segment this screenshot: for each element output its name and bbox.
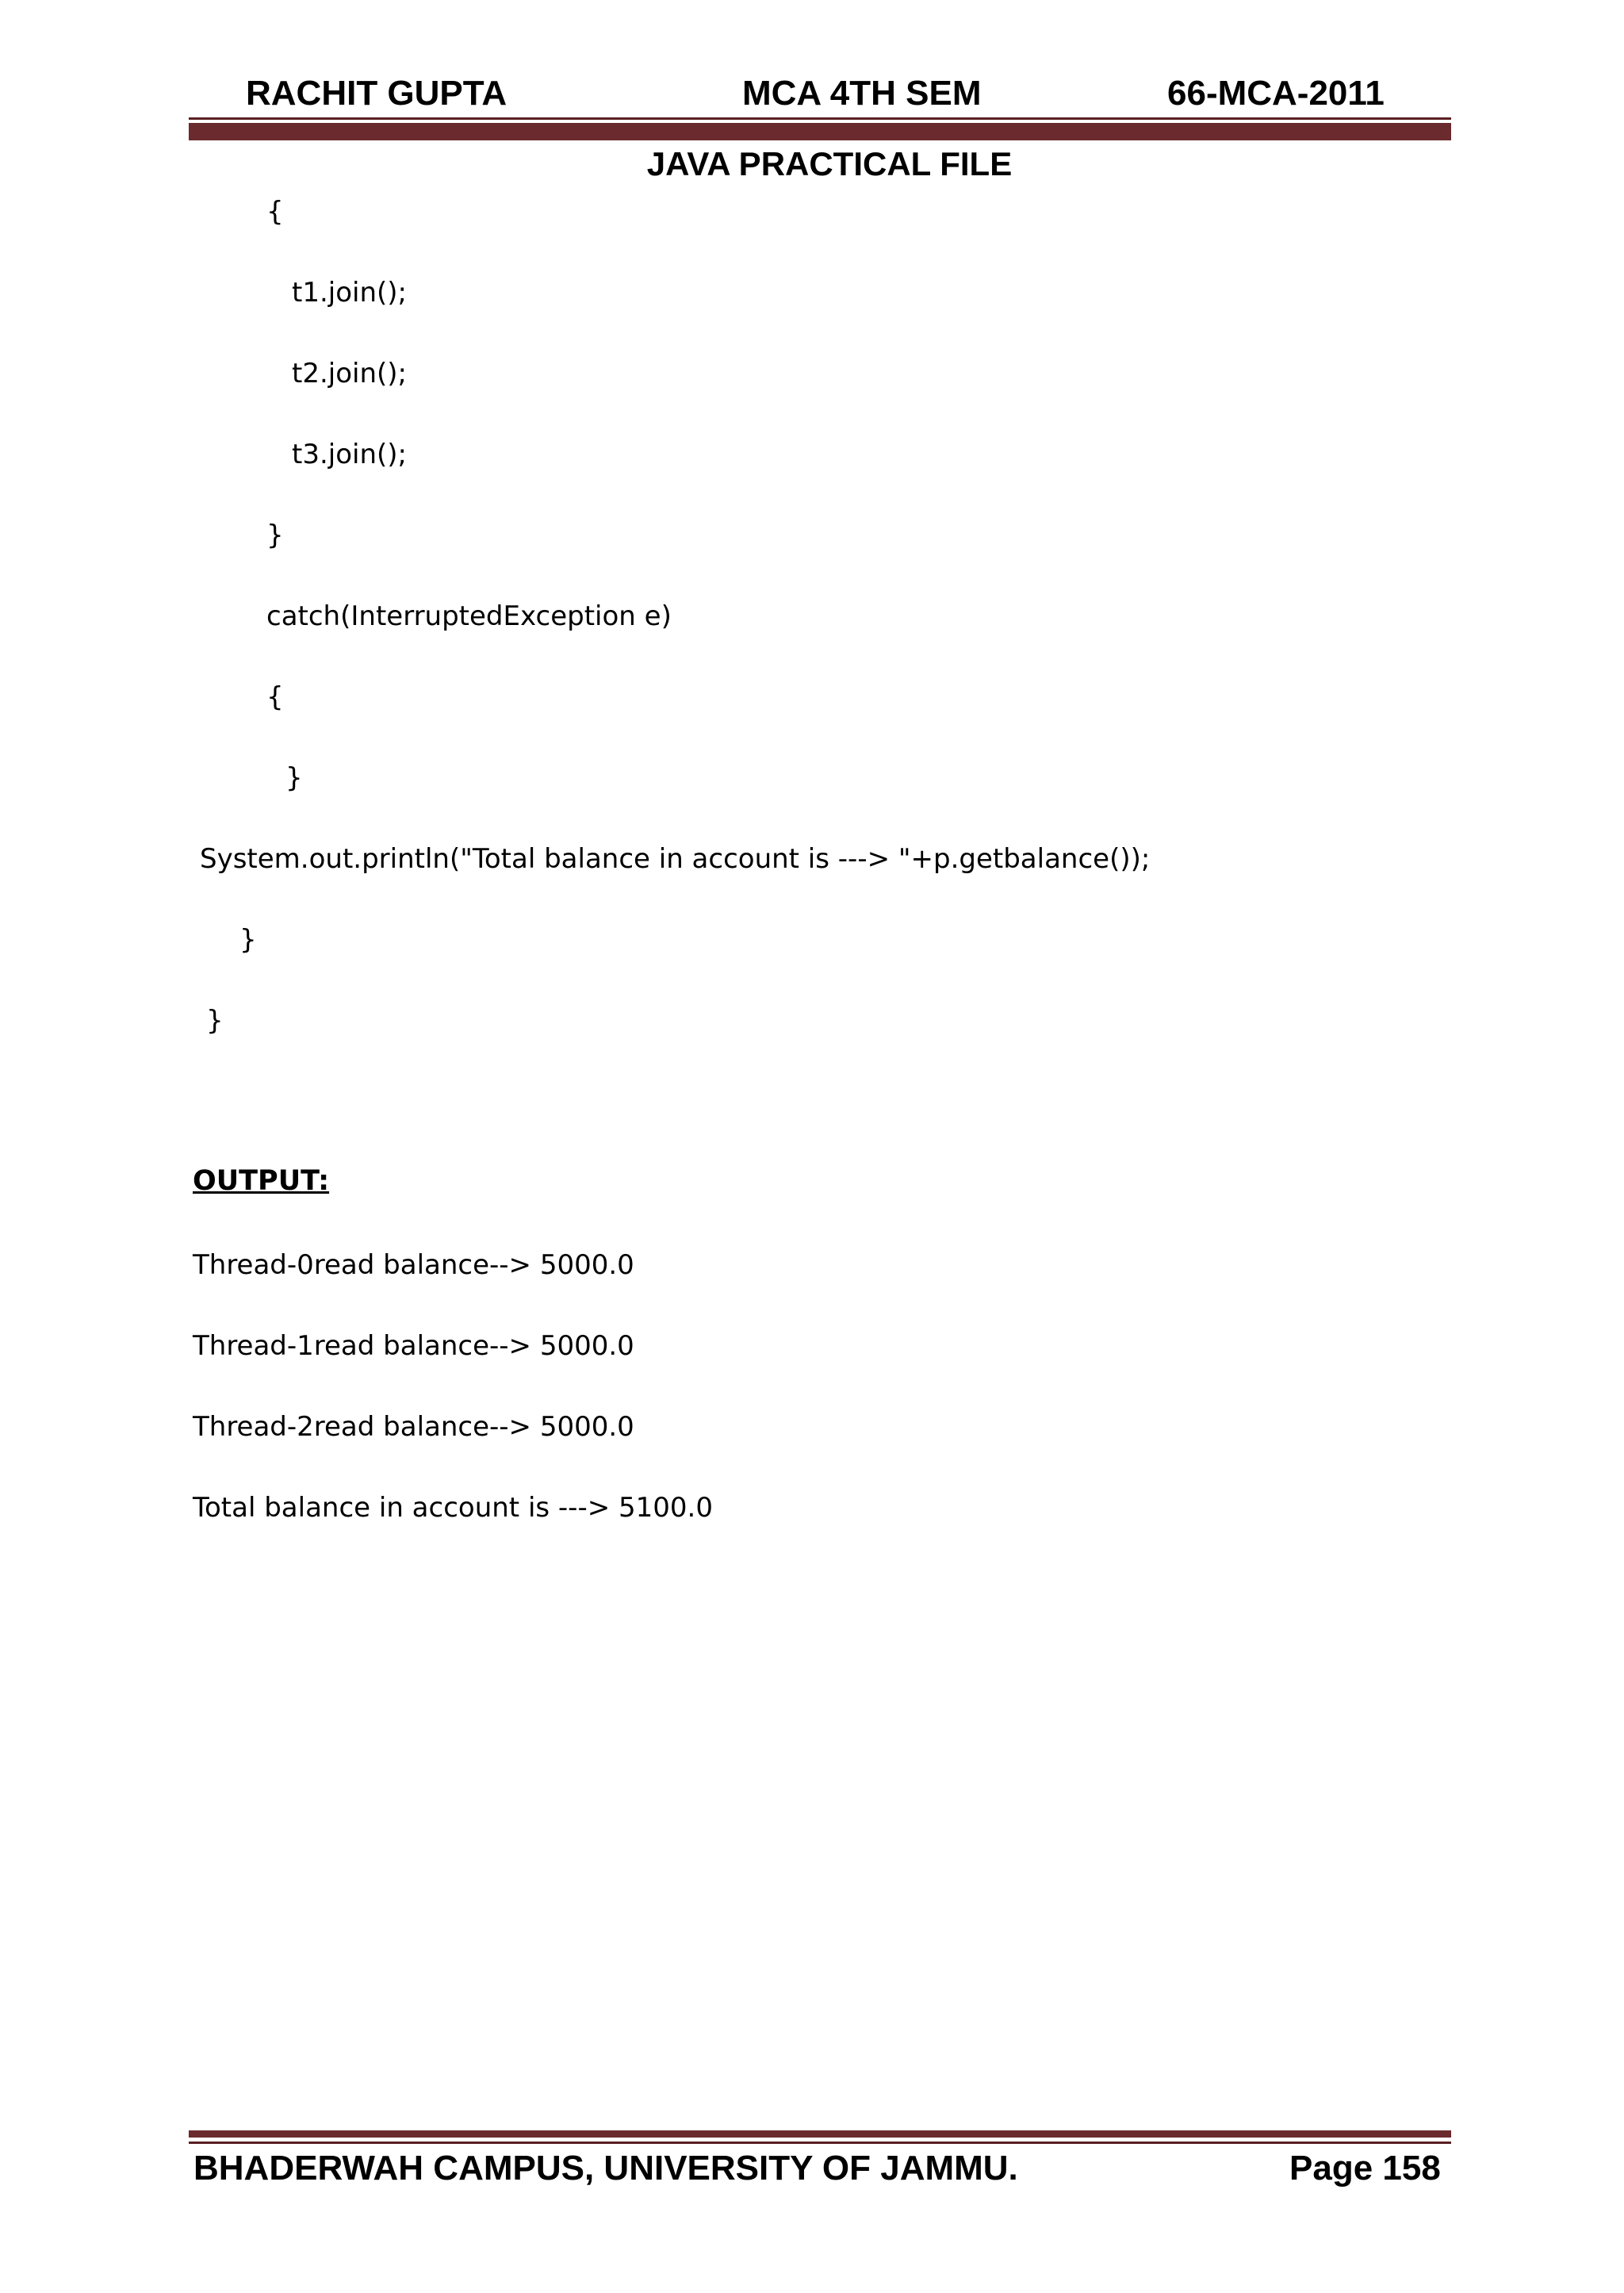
code-line: t3.join();	[292, 439, 407, 470]
code-line: }	[239, 924, 257, 956]
footer-rule-thin	[189, 2142, 1451, 2144]
code-line: }	[206, 1005, 224, 1037]
page-title: JAVA PRACTICAL FILE	[646, 145, 1013, 182]
output-line: Total balance in account is ---> 5100.0	[193, 1492, 713, 1524]
footer-rule-thick	[189, 2130, 1451, 2138]
code-line: System.out.println("Total balance in account is ---> "+p.getbalance());	[200, 843, 1151, 875]
page-number: Page 158	[1289, 2149, 1441, 2188]
code-line: catch(InterruptedException e)	[266, 600, 672, 632]
output-line: Thread-2read balance--> 5000.0	[193, 1411, 634, 1443]
output-heading: OUTPUT:	[193, 1165, 330, 1197]
code-line: t1.join();	[292, 277, 407, 309]
header-semester: MCA 4TH SEM	[742, 74, 982, 113]
code-line: {	[266, 196, 284, 228]
header-rule-thick	[189, 123, 1451, 140]
code-line: }	[285, 762, 303, 794]
header-rule-thin	[189, 117, 1451, 120]
code-line: t2.join();	[292, 358, 407, 389]
output-line: Thread-1read balance--> 5000.0	[193, 1330, 634, 1362]
header-roll-number: 66-MCA-2011	[1167, 74, 1385, 113]
header-author-name: RACHIT GUPTA	[246, 74, 508, 113]
code-line: }	[266, 520, 284, 551]
footer-campus: BHADERWAH CAMPUS, UNIVERSITY OF JAMMU.	[193, 2149, 1018, 2188]
output-line: Thread-0read balance--> 5000.0	[193, 1249, 634, 1281]
code-line: {	[266, 681, 284, 713]
